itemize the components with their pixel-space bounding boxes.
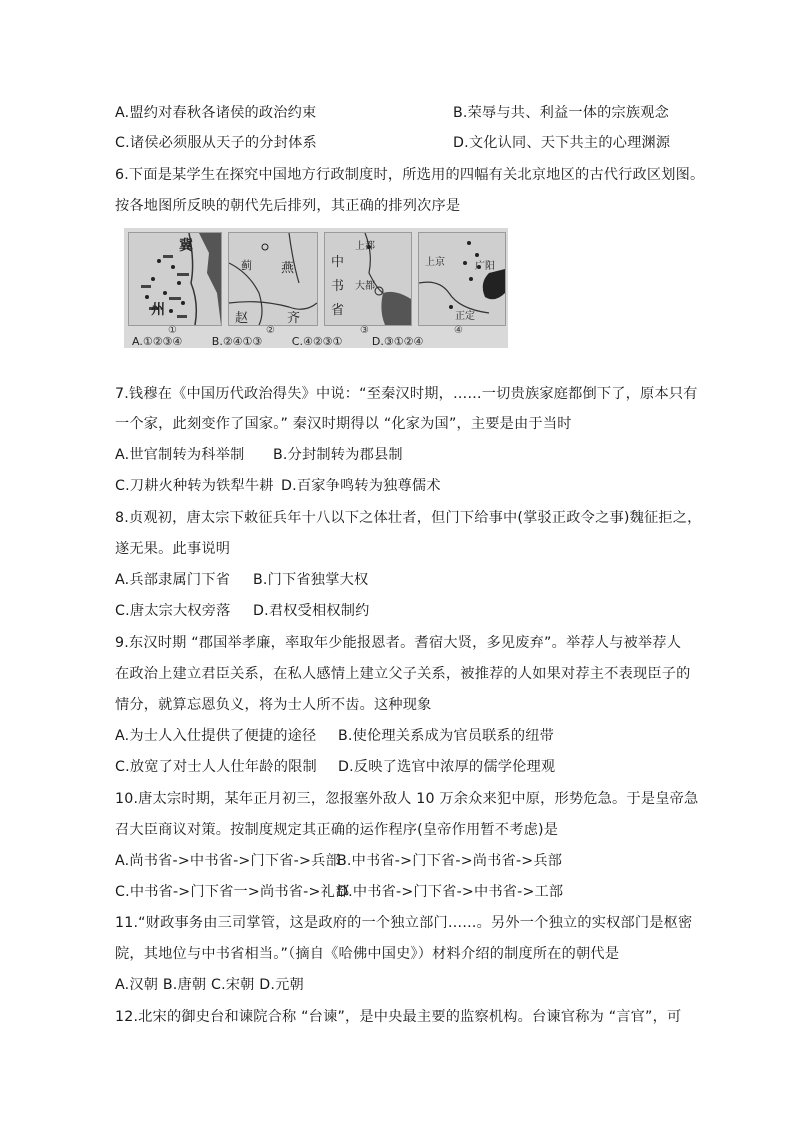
map-1-label-ji: 冀: [179, 238, 193, 254]
q11-stem-line-2: 院，其地位与中书省相当。”（摘自《哈佛中国史》）材料介绍的制度所在的朝代是: [115, 946, 620, 962]
map-2-number: ②: [266, 325, 275, 336]
q7-stem-line-1: 7.钱穆在《中国历代政治得失》中说：“至秦汉时期，……一切贵族家庭都倒下了，原本只有: [115, 386, 698, 402]
q10-options-row-1: [115, 851, 563, 871]
map-4-label-guangyang: 广阳: [475, 261, 495, 272]
map-2-label-yan: 燕: [281, 261, 295, 276]
q8-stem-line-1: 8.贞观初，唐太宗下敕征兵年十八以下之体壮者，但门下给事中(掌驳正政令之事)魏征拒之，: [115, 510, 702, 526]
q11-stem-line-1: 11.“财政事务由三司掌管，这是政府的一个独立部门……。另外一个独立的实权部门是枢密: [115, 915, 693, 931]
map-1-label-zhou: 州: [151, 302, 165, 318]
q6-option-d: D.③①②④: [371, 335, 424, 348]
q5-option-d: D.文化认同、天下共主的心理渊源: [453, 135, 671, 151]
q9-stem-line-1: 9.东汉时期 “郡国举孝廉，率取年少能报恩者。耆宿大贤，多见废弃”。举荐人与被举荐人: [115, 635, 682, 651]
map-3-label-dadu: 大都: [355, 281, 375, 292]
q9-stem-line-3: 情分，就算忘恩负义，将为士人所不齿。这种现象: [115, 697, 432, 713]
q5-option-a: A.盟约对春秋各诸侯的政治约束: [115, 105, 317, 121]
map-3-number: ③: [360, 325, 369, 336]
map-2-label-qi: 齐: [287, 311, 301, 326]
q10-stem-line-2: 召大臣商议对策。按制度规定其正确的运作程序(皇帝作用暂不考虑)是: [115, 822, 559, 838]
q8-options-row-1: [115, 570, 369, 590]
q8-option-d: D.君权受相权制约: [253, 603, 370, 619]
q6-stem-line-2: 按各地图所反映的朝代先后排列，其正确的排列次序是: [115, 198, 461, 214]
q6-options: [132, 335, 449, 348]
q7-stem-line-2: 一个家，此刻变作了国家。” 秦汉时期得以 “化家为国”，主要是由于当时: [115, 416, 572, 432]
q9-option-c: C.放宽了对士人人仕年龄的限制: [115, 759, 317, 775]
q9-stem-line-2: 在政治上建立君臣关系，在私人感情上建立父子关系，被推荐的人如果对荐主不表现臣子的: [115, 666, 691, 682]
q7-option-d: D.百家争鸣转为独尊儒术: [281, 478, 441, 494]
q9-option-b: B.使伦理关系成为官员联系的纽带: [338, 728, 555, 744]
map-2: [228, 232, 318, 326]
q11-options: A.汉朝 B.唐朝 C.宋朝 D.元朝: [115, 977, 304, 993]
map-4-number: ④: [454, 325, 463, 336]
q5-option-b: B.荣辱与共、利益一体的宗族观念: [453, 105, 670, 121]
map-2-label-ji: 蓟: [241, 259, 252, 272]
q8-option-b: B.门下省独掌大权: [253, 572, 369, 588]
q9-options-row-2: [115, 757, 556, 777]
q10-option-a: A.尚书省->中书省->门下省->兵部: [115, 853, 340, 869]
map-3-label-sheng: 省: [331, 303, 345, 318]
map-4-label-zhengding: 正定: [455, 311, 475, 322]
map-1-drawing: [129, 233, 221, 325]
q6-option-b: B.②④①③: [211, 335, 263, 348]
q6-stem-line-1: 6.下面是某学生在探究中国地方行政制度时，所选用的四幅有关北京地区的古代行政区划图。: [115, 167, 705, 183]
q7-options-row-1: [115, 445, 403, 465]
q10-option-d: D.中书省->门下省->中书省->工部: [337, 884, 564, 900]
q5-options-row-2: [115, 133, 671, 153]
q10-stem-line-1: 10.唐太宗时期，某年正月初三，忽报塞外敌人 10 万余众来犯中原，形势危急。于是皇帝急: [115, 791, 699, 807]
map-3-label-zhong: 中: [331, 255, 345, 270]
q10-options-row-2: [115, 882, 564, 902]
q9-option-a: A.为士人入仕提供了便捷的途径: [115, 728, 317, 744]
q6-map-figure: [124, 228, 508, 348]
q10-option-b: B.中书省->门下省->尚书省->兵部: [337, 853, 563, 869]
map-4: [418, 232, 506, 326]
q8-option-c: C.唐太宗大权旁落: [115, 603, 231, 619]
q8-stem-line-2: 遂无果。此事说明: [115, 541, 231, 557]
q6-option-a: A.①②③④: [132, 335, 183, 348]
q9-options-row-1: [115, 726, 555, 746]
map-3-label-shangdu: 上都: [355, 241, 375, 252]
q7-options-row-2: [115, 476, 441, 496]
q8-option-a: A.兵部隶属门下省: [115, 572, 231, 588]
q5-option-c: C.诸侯必须服从天子的分封体系: [115, 135, 317, 151]
map-1: [128, 232, 222, 326]
q8-options-row-2: [115, 601, 370, 621]
map-4-label-shangjing: 上京: [425, 257, 445, 268]
map-3: [324, 232, 412, 326]
q12-stem-line-1: 12.北宋的御史台和谏院合称 “台谏”，是中央最主要的监察机构。台谏官称为 “言官”，可: [115, 1009, 682, 1025]
map-2-label-zhao: 赵: [235, 311, 249, 326]
q7-option-a: A.世官制转为科举制: [115, 447, 245, 463]
q7-option-c: C.刀耕火种转为铁犁牛耕: [115, 478, 274, 494]
map-3-label-shu: 书: [331, 279, 345, 294]
q7-option-b: B.分封制转为郡县制: [273, 447, 403, 463]
map-1-number: ①: [168, 325, 177, 336]
q5-options-row-1: [115, 103, 670, 123]
q10-option-c: C.中书省->门下省一>尚书省->礼部: [115, 884, 350, 900]
q9-option-d: D.反映了选官中浓厚的儒学伦理观: [338, 759, 556, 775]
q6-option-c: C.④②③①: [291, 335, 343, 348]
